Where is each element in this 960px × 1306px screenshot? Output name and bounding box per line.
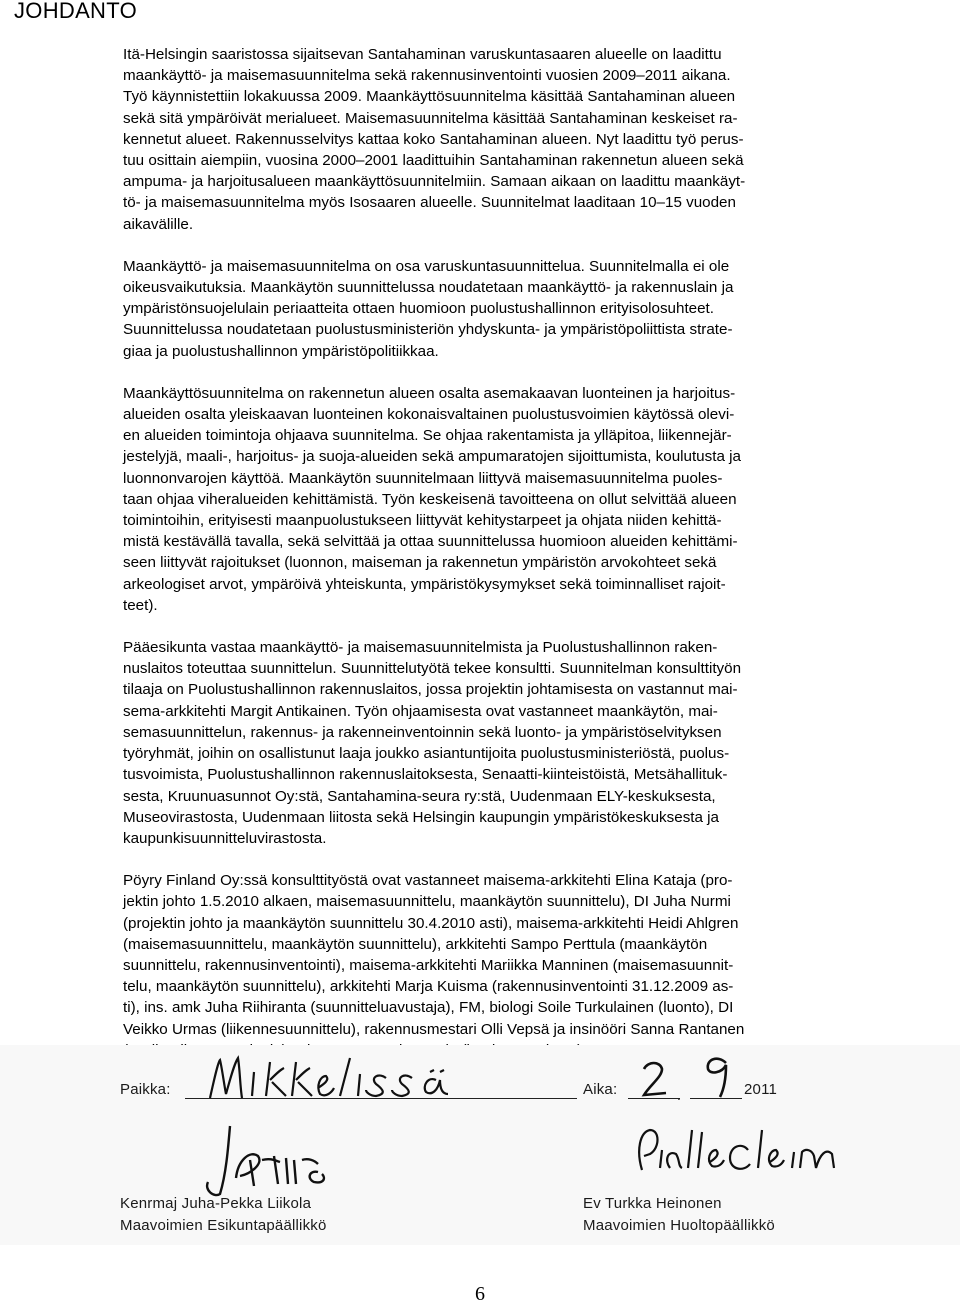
body-text xyxy=(123,44,848,1082)
date-year: 2011 xyxy=(744,1081,778,1098)
signer-left-role: Maavoimien Esikuntapäällikkö xyxy=(120,1217,327,1234)
signature-block xyxy=(0,1045,960,1245)
page-heading: JOHDANTO xyxy=(14,0,138,23)
signer-right-role: Maavoimien Huoltopäällikkö xyxy=(583,1217,775,1234)
date-month-handwriting xyxy=(700,1053,736,1099)
paragraph-plan-nature: Maankäyttösuunnitelma on rakennetun alueen osalta asemakaavan luonteinen ja harjoitus- alueiden osalta yleiskaavan luonteinen kokonaisvaltainen puolustusvoimien käytössä olevi- en alueiden toimintoja ohjaava suunnitelma. Se ohjaa rakentamista ja ylläpitoa, liikennejär- jestelyjä, maali-, harjoitus- ja suoja-alueiden sekä ampumaratojen sijoittumista, koulutusta ja luonnonvarojen käyttöä. Maankäytön suunnitelmaan liittyvä maisemasuunnitelma puoles- taan ohjaa viheralueiden kehittämistä. Työn keskeisenä tavoitteena on ollut selvittää alueen toimintoihin, erityisesti maanpuolustukseen liittyvät kehitystarpeet ja ohjata niiden kehittä- mistä kestävällä tavalla, sekä selvittää ja ottaa suunnittelussa huomioon alueiden kehittämi- seen liittyvät rajoitukset (luonnon, maiseman ja rakennetun ympäristön arvokohteet sekä arkeologiset arvot, ympäröivä yhteiskunta, ympäristökysymykset sekä toiminnalliset rajoit- teet). xyxy=(123,384,741,614)
page-number: 6 xyxy=(475,1283,485,1305)
date-separator: . xyxy=(677,1087,682,1103)
paragraph-responsibilities: Pääesikunta vastaa maankäyttö- ja maisemasuunnitelmista ja Puolustushallinnon raken- nuslaitos toteuttaa suunnittelun. Suunnittelutyötä tekee konsultti. Suunnitelman konsulttityön tilaaja on Puolustushallinnon rakennuslaitos, jossa projektin johtamisesta on vastannut mai- sema-arkkitehti Margit Antikainen. Työn ohjaamisesta ovat vastanneet maankäytön, mai- semasuunnittelun, rakennus- ja rakenneinventoinnin sekä luonto- ja ympäristöselvityksen työryhmät, joihin on osallistunut laaja joukko asiantuntijoita puolustusministeriöstä, puolus- tusvoimista, Puolustushallinnon rakennuslaitoksesta, Senaatti-kiinteistöistä, Metsähallituk- sesta, Kruunuasunnot Oy:stä, Santahamina-seura ry:stä, Uudenmaan ELY-keskuksesta, Museovirastosta, Uudenmaan liitosta sekä Helsingin kaupungin ympäristökeskuksesta ja kaupunkisuunnitteluvirastosta. xyxy=(123,639,742,847)
signer-left-name: Kenrmaj Juha-Pekka Liikola xyxy=(120,1195,312,1212)
signature-right xyxy=(630,1120,850,1200)
paragraph-intro: Itä-Helsingin saaristossa sijaitsevan Santahaminan varuskuntasaaren alueelle on laadittu maankäyttö- ja maisemasuunnitelma sekä rakennusinventointi vuosien 2009–2011 aikana. Työ käynnistettiin lokakuussa 2009. Maankäyttösuunnitelma käsittää Santahaminan alueen sekä sitä ympäröivät merialueet. Maisemasuunnitelma käsittää Santahaminan keskeiset ra- kennetut alueet. Rakennusselvitys kattaa koko Santahaminan alueen. Nyt laadittu työ perus- tuu osittain aiempiin, vuosina 2000–2001 laadittuihin Santahaminan rakennetun alueen sekä ampuma- ja harjoitusalueen maankäyttösuunnitelmiin. Samaan aikaan on laadittu maankäyt- tö- ja maisemasuunnitelma myös Isosaaren alueelle. Suunnitelmat laaditaan 10–15 vuoden aikavälille. xyxy=(123,46,746,233)
signer-right-name: Ev Turkka Heinonen xyxy=(583,1195,722,1212)
date-day-handwriting xyxy=(640,1059,668,1099)
paragraph-legal-status: Maankäyttö- ja maisemasuunnitelma on osa varuskuntasuunnittelua. Suunnitelmalla ei ole oikeusvaikutuksia. Maankäytön suunnittelussa noudatetaan maankäyttö- ja rakennuslain ja ympäristönsuojelulain periaatteita ottaen huomioon puolustushallinnon erityisolosuhteet. Suunnittelussa noudatetaan puolustusministeriön yhdyskunta- ja ympäristöpoliittista strate- giaa ja puolustushallinnon ympäristöpolitiikkaa. xyxy=(123,257,734,360)
signature-left xyxy=(190,1120,360,1200)
place-handwriting xyxy=(200,1050,500,1108)
paragraph-consultants: Pöyry Finland Oy:ssä konsulttityöstä ovat vastanneet maisema-arkkitehti Elina Kataja (pro- jektin johto 1.5.2010 alkaen, maisemasuunnittelu, maankäytön suunnittelu), DI Juha Nurmi (projektin johto ja maankäytön suunnittelu 30.4.2010 asti), maisema-arkkitehti Heidi Ahlgren (maisemasuunnittelu, maankäytön suunnittelu), arkkitehti Sampo Perttula (maankäytön suunnittelu, rakennusinventointi), maisema-arkkitehti Mariikka Manninen (maisemasuunnit- telu, maankäytön suunnittelu), arkkitehti Marja Kuisma (rakennusinventointi 31.12.2009 as- ti), ins. amk Juha Riihiranta (suunnitteluavustaja), FM, biologi Soile Turkulainen (luonto), DI Veikko Urmas (liikennesuunnittelu), rakennusmestari Olli Vepsä ja insinööri Sanna Rantanen xyxy=(123,872,745,1038)
place-label: Paikka: xyxy=(120,1081,171,1098)
date-label: Aika: xyxy=(583,1081,618,1098)
